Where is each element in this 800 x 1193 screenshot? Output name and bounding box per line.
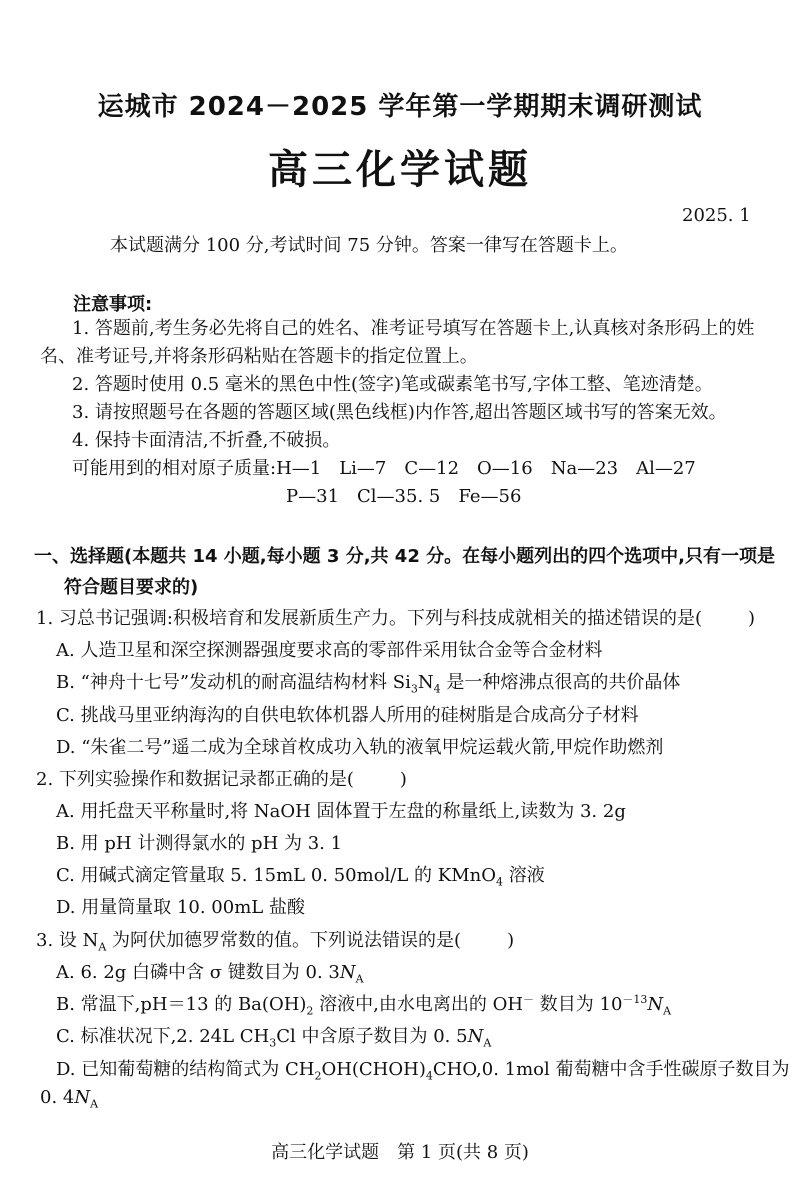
notice-item-1-line-1: 1. 答题前,考生务必先将自己的姓名、准考证号填写在答题卡上,认真核对条形码上的姓 — [72, 318, 755, 339]
notice-item-1-line-2: 名、准考证号,并将条形码粘贴在答题卡的指定位置上。 — [40, 346, 478, 367]
section-heading-line-1: 一、选择题(本题共 14 小题,每小题 3 分,共 42 分。在每小题列出的四个选项中,只有一项是 — [34, 546, 775, 567]
question-2-option-a: A. 用托盘天平称量时,将 NaOH 固体置于左盘的称量纸上,读数为 3. 2g — [56, 801, 626, 822]
exam-intro: 本试题满分 100 分,考试时间 75 分钟。答案一律写在答题卡上。 — [110, 235, 628, 256]
atomic-masses-line-2: P—31 Cl—35. 5 Fe—56 — [286, 486, 522, 507]
question-1-option-a: A. 人造卫星和深空探测器强度要求高的零部件采用钛合金等合金材料 — [56, 640, 603, 661]
question-3-option-c: C. 标准状况下,2. 24L $CH_3Cl$ 中含原子数目为 0. $5N_A$ — [56, 1026, 492, 1050]
question-1-stem: 1. 习总书记强调:积极培育和发展新质生产力。下列与科技成就相关的描述错误的是( ) — [36, 608, 756, 629]
question-3-option-b: B. 常温下,pH＝13 的 $Ba(OH)_2$ 溶液中,由水电离出的 OH－ 数目为 $10^{-13}N_A$ — [56, 993, 672, 1018]
question-2-option-b: B. 用 pH 计测得氯水的 pH 为 3. 1 — [56, 833, 343, 854]
question-2-stem: 2. 下列实验操作和数据记录都正确的是( ) — [36, 769, 407, 790]
notice-item-2: 2. 答题时使用 0.5 毫米的黑色中性(签字)笔或碳素笔书写,字体工整、笔迹清楚。 — [72, 374, 713, 395]
notice-item-3: 3. 请按照题号在各题的答题区域(黑色线框)内作答,超出答题区域书写的答案无效。 — [72, 402, 727, 423]
notice-heading: 注意事项: — [73, 294, 153, 315]
atomic-masses-line-1: 可能用到的相对原子质量:H—1 Li—7 C—12 O—16 Na—23 Al—27 — [72, 458, 696, 479]
question-3-option-a: A. 6. 2g 白磷中含 σ 键数目为 0. $3N_A$ — [56, 962, 364, 986]
section-heading-line-2: 符合题目要求的) — [64, 577, 199, 598]
question-3-stem: 3. 设 $N_A$ 为阿伏加德罗常数的值。下列说法错误的是( ) — [36, 930, 515, 954]
question-2-option-c: C. 用碱式滴定管量取 5. 15mL 0. 50mol/L 的 KMnO$_4$ 溶液 — [56, 865, 545, 889]
question-3-option-d: D. 已知葡萄糖的结构简式为 $CH_2OH(CHOH)_4CHO,0$. 1mol 葡萄糖中含手性碳原子数目为 — [56, 1059, 790, 1083]
subject-title: 高三化学试题 — [268, 147, 532, 193]
exam-title: 运城市 2024－2025 学年第一学期期末调研测试 — [97, 92, 703, 122]
question-2-option-d: D. 用量筒量取 10. 00mL 盐酸 — [56, 897, 305, 918]
page-footer: 高三化学试题 第 1 页(共 8 页) — [271, 1142, 529, 1163]
exam-date: 2025. 1 — [682, 205, 751, 226]
question-3-option-d-line-2: 0. $4N_A$ — [40, 1087, 99, 1111]
notice-item-4: 4. 保持卡面清洁,不折叠,不破损。 — [72, 430, 341, 451]
question-1-option-b: B. “神舟十七号”发动机的耐高温结构材料 $Si_3N_4$ 是一种熔沸点很高的共价晶体 — [56, 672, 681, 696]
question-1-option-c: C. 挑战马里亚纳海沟的自供电软体机器人所用的硅树脂是合成高分子材料 — [56, 705, 639, 726]
question-1-option-d: D. “朱雀二号”遥二成为全球首枚成功入轨的液氧甲烷运载火箭,甲烷作助燃剂 — [56, 737, 664, 758]
